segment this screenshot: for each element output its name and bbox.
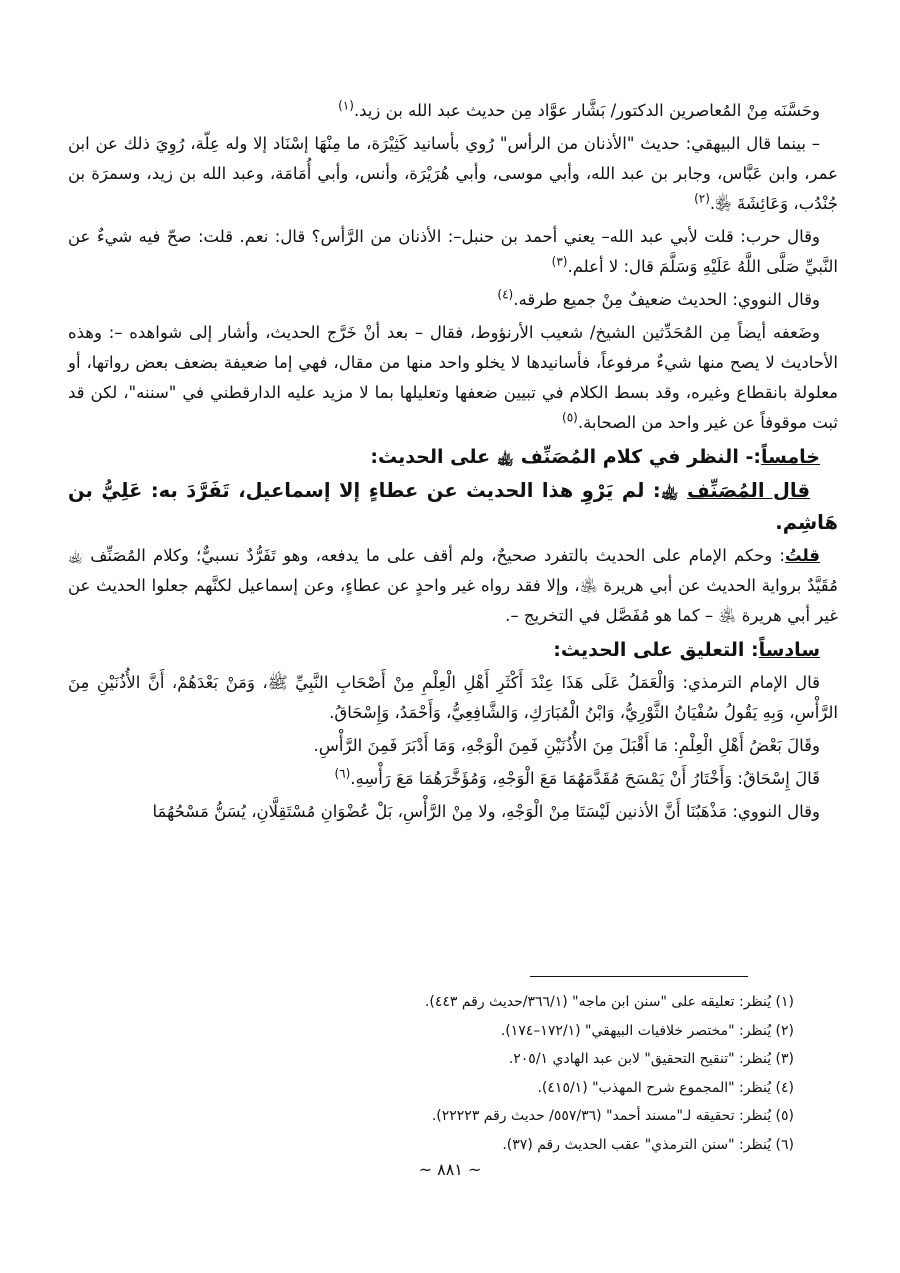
footnote-ref[interactable]: (١) <box>338 98 354 113</box>
paragraph-harb <box>68 222 838 282</box>
heading-text: :- النظر في كلام المُصَنِّف ﵀ على الحديث: <box>370 446 761 468</box>
paragraph-text: وقال النووي: الحديث ضعيفٌ مِنْ جميع طرقه. <box>513 290 820 309</box>
footnote-1: (١) يُنظر: تعليقه على "سنن ابن ماجه" (٣٦٦/١/حديث رقم ٤٤٣). <box>424 994 794 1010</box>
paragraph-arnaut <box>68 318 838 438</box>
heading-keyword: سادساً <box>758 639 820 661</box>
paragraph-qultu <box>68 541 838 631</box>
quote-keyword: قال المُصَنِّف <box>687 479 810 502</box>
main-text <box>68 96 838 830</box>
paragraph-text: قال الإمام الترمذي: وَالْعَمَلُ عَلَى هَذَا عِنْدَ أَكْثَرِ أَهْلِ الْعِلْمِ مِنْ أَصْحَابِ النَّبِيِّ ﷺ، وَمَنْ بَعْدَهُمْ، أَنَّ الأُذُنَيْنِ مِنَ الرَّأْسِ، وَبِهِ يَقُولُ سُفْيَانُ الثَّوْرِيُّ، وَابْنُ الْمُبَارَكِ، وَالشَّافِعِيُّ، وَأَحْمَدُ، وَإِسْحَاقُ. <box>68 673 838 722</box>
qultu-keyword: قلتُ <box>784 546 820 565</box>
paragraph-text: وقَالَ بَعْضُ أَهْلِ الْعِلْمِ: مَا أَقْبَلَ مِنَ الأُذُنَيْنِ فَمِنَ الْوَجْهِ، وَمَا أَدْبَرَ فَمِنَ الرَّأْسِ. <box>313 736 820 755</box>
heading-keyword: خامساً <box>760 446 820 468</box>
footnote-ref[interactable]: (٥) <box>562 410 578 425</box>
paragraph-tirmidhi <box>68 668 838 728</box>
footnote-ref[interactable]: (٦) <box>334 766 351 781</box>
paragraph-text: وحَسَّنَه مِنْ المُعاصرين الدكتور/ بَشَّار عوَّاد مِن حديث عبد الله بن زيد. <box>353 101 820 120</box>
footnotes <box>68 988 812 1159</box>
footnote-ref[interactable]: (٣) <box>551 254 568 269</box>
paragraph-nawawi-2 <box>68 797 838 827</box>
page-number: ~ ٨٨١ ~ <box>418 1160 482 1179</box>
heading-text: : التعليق على الحديث: <box>553 639 759 661</box>
footnote-3: (٣) يُنظر: "تنقيح التحقيق" لابن عبد الهادي ٢٠٥/١. <box>508 1051 794 1067</box>
footnote-2: (٢) يُنظر: "مختصر خلافيات البيهقي" (١٧٢/١–١٧٤). <box>500 1022 794 1039</box>
paragraph-text: : وحكم الإمام على الحديث بالتفرد صحيحٌ، ولم أقف على ما يدفعه، وهو تَفَرُّدٌ نسبيٌّ؛ وكلام المُصَنِّف ﵀ مُقَيَّدٌ برواية الحديث عن أبي هريرة ﵁، وإلا فقد رواه غير واحدٍ عن عطاءٍ، وعن إسماعيل لكنَّهم جعلوا الحديث عن غير أبي هريرة ﵁ – كما هو مُفَصَّل في التخريج –. <box>68 546 838 625</box>
paragraph-text: وضَعفه أيضاً مِن المُحَدِّثين الشيخ/ شعيب الأرنؤوط، فقال – بعد أنْ خَرَّج الحديث، وأشار إلى شواهده –: وهذه الأحاديث لا يصح منها شيءٌ مرفوعاً، فأسانيدها لا يخلو واحد منها من مقال، فهي إما ضعيفة بضعف بعض رواتها، أو معلولة بانقطاع وغيره، وقد بسط الكلام في تبيين ضعفها وتعليلها بما لا مزيد عليه الدارقطني في "سننه"، لكن قد ثبت موقوفاً عن غير واحد من الصحابة. <box>68 323 838 432</box>
footnote-6: (٦) يُنظر: "سنن الترمذي" عقب الحديث رقم (٣٧). <box>502 1136 794 1153</box>
section-heading-5 <box>68 441 838 473</box>
quote-text: ﵀: لم يَرْوِ هذا الحديث عن عطاءٍ إلا إسماعيل، تَفَرَّدَ به: عَلِيُّ بن هَاشِم. <box>68 479 838 534</box>
paragraph-bayhaqi <box>68 129 838 219</box>
footnote-5: (٥) يُنظر: تحقيقه لـ"مسند أحمد" (٥٥٧/٣٦/ حديث رقم ٢٢٢٢٣). <box>431 1108 794 1124</box>
footnote-separator <box>530 976 748 977</box>
footnote-ref[interactable]: (٢) <box>694 191 710 206</box>
paragraph-text: قَالَ إِسْحَاقُ: وَأَخْتَارُ أَنْ يَمْسَحَ مُقَدَّمَهُمَا مَعَ الْوَجْهِ، وَمُؤَخَّرَهُمَا مَعَ رَأْسِهِ. <box>350 769 820 788</box>
author-quote <box>68 475 838 539</box>
paragraph-ishaq <box>68 764 838 794</box>
footnote-4: (٤) يُنظر: "المجموع شرح المهذب" (٤١٥/١). <box>537 1079 794 1096</box>
paragraph-text: وقال حرب: قلت لأبي عبد الله– يعني أحمد بن حنبل–: الأذنان من الرَّأس؟ قال: نعم. قلت: صحّ فيه شيءٌ عن النَّبيِّ صَلَّى اللَّهُ عَلَيْهِ وَسَلَّمَ قال: لا أعلم. <box>68 227 838 276</box>
paragraph-nawawi <box>68 285 838 315</box>
paragraph-text: – بينما قال البيهقي: حديث "الأذنان من الرأس" رُوي بأسانيد كَثِيْرَة، ما مِنْهَا إسْنَاد إلا وله عِلّة، رُوِيَ ذلك عن ابن عمر، وابن عَبَّاس، وجابر بن عبد الله، وأبي موسى، وأبي هُرَيْرَة، وأنس، وأبي أُمَامَة، وعبد الله بن زيد، وسمرَة بن جُنْدُب، وَعَائِشَةَ ﵂. <box>68 134 838 213</box>
section-heading-6 <box>68 634 838 666</box>
paragraph-text: وقال النووي: مَذْهَبُنَا أَنَّ الأذنين لَيْسَتَا مِنْ الْوَجْهِ، ولا مِنْ الرَّأْسِ، بَلْ عُضْوَانِ مُسْتَقِلَّانِ، يُسَنُّ مَسْحُهُمَا <box>152 802 820 821</box>
paragraph-hassanahu <box>68 96 838 126</box>
paragraph-some-scholars <box>68 731 838 761</box>
footnote-ref[interactable]: (٤) <box>497 287 514 302</box>
